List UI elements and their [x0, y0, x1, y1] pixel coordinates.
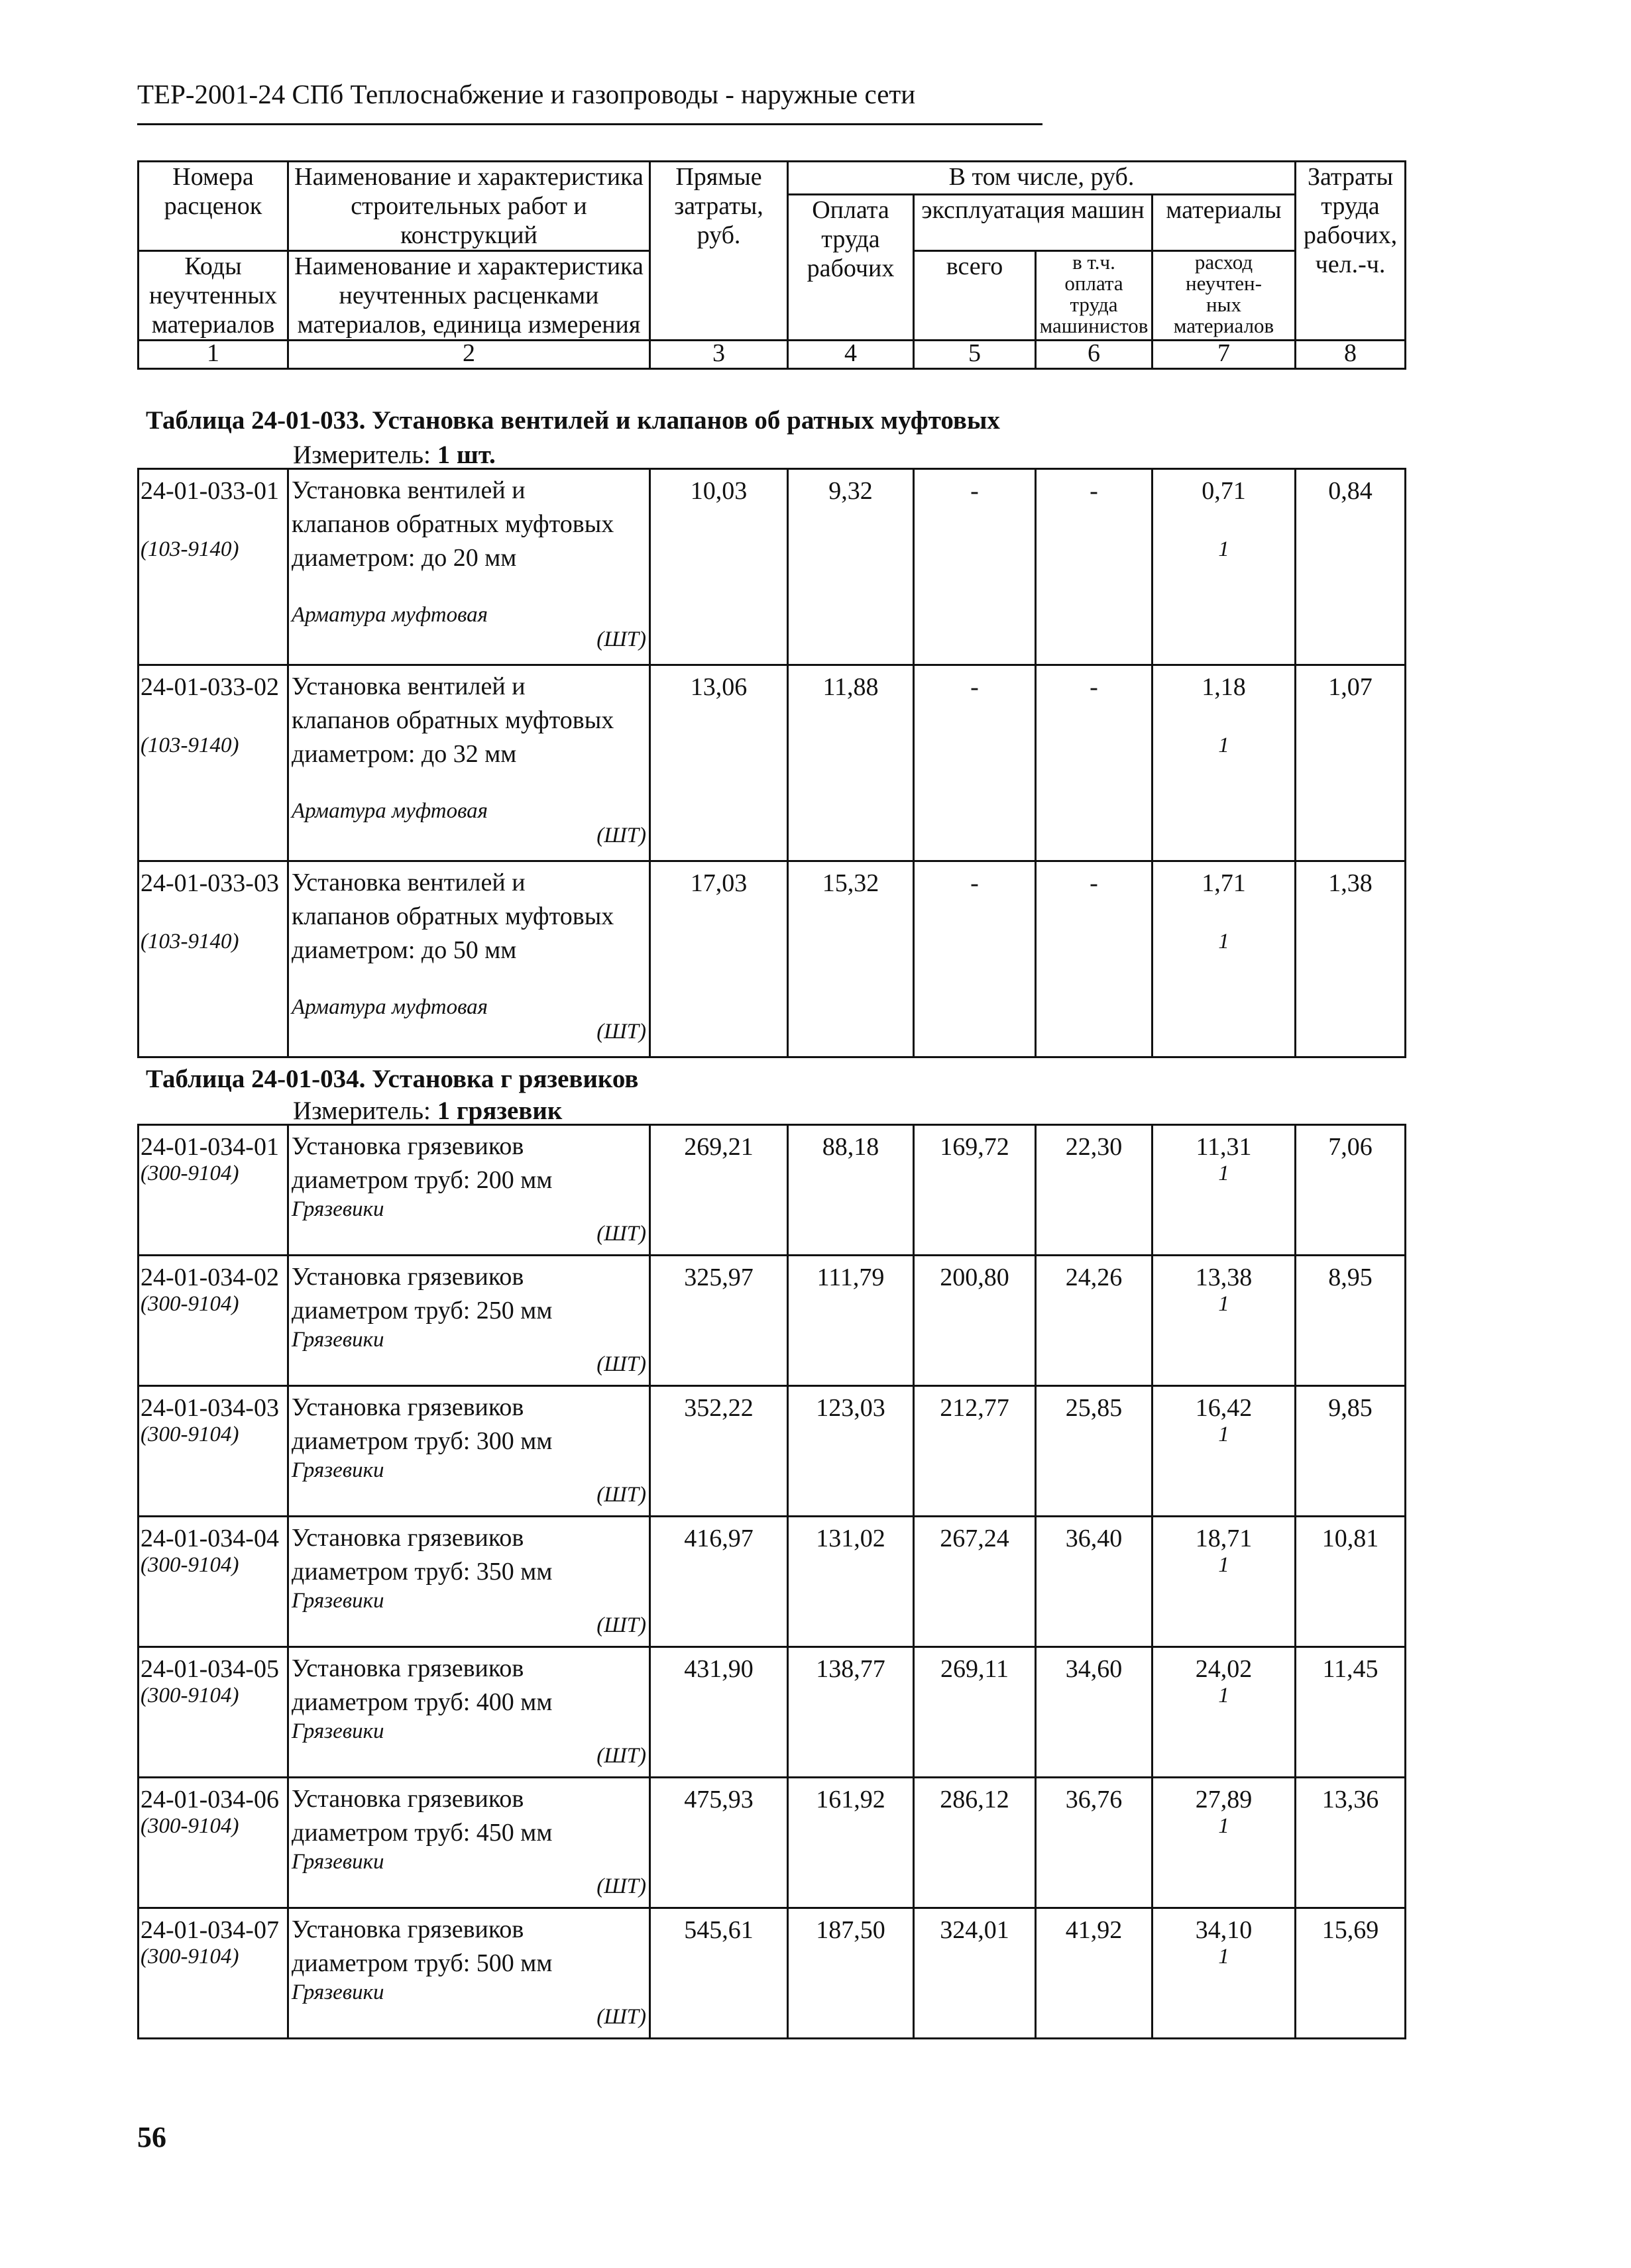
material-qty: 1 — [1218, 1814, 1229, 1838]
material-unit: (ШТ) — [596, 1483, 646, 1507]
value-c3: 10,03 — [690, 477, 748, 505]
table-row — [139, 665, 1406, 861]
value-c8: 9,85 — [1328, 1394, 1373, 1422]
value-c8: 11,45 — [1322, 1655, 1378, 1683]
value-c3: 475,93 — [684, 1786, 754, 1813]
material-unit: (ШТ) — [596, 2005, 646, 2029]
material-code: (300-9104) — [141, 1814, 239, 1838]
value-cell — [1296, 1256, 1406, 1386]
material-qty: 1 — [1218, 733, 1229, 757]
value-cell — [650, 1125, 788, 1256]
value-cell — [788, 1386, 914, 1517]
value-cell — [914, 861, 1036, 1057]
value-cell — [650, 1517, 788, 1647]
material-name: Грязевики — [292, 1980, 384, 2004]
value-c3: 269,21 — [684, 1133, 754, 1161]
value-cell — [1296, 1778, 1406, 1908]
material-unit: (ШТ) — [596, 1222, 646, 1246]
rate-code: 24-01-034-01 — [141, 1133, 279, 1161]
value-c5: 200,80 — [940, 1264, 1009, 1291]
table-row — [139, 1778, 1406, 1908]
page-number: 56 — [137, 2121, 166, 2153]
material-name: Арматура муфтовая — [292, 799, 488, 823]
value-cell — [1153, 665, 1296, 861]
value-cell — [914, 1778, 1036, 1908]
table-row — [139, 1256, 1406, 1386]
value-c6: - — [1090, 477, 1098, 505]
work-name-cell — [288, 469, 650, 665]
value-c4: 187,50 — [816, 1916, 885, 1944]
value-cell — [914, 1517, 1036, 1647]
value-cell — [914, 1256, 1036, 1386]
col1-top-header: Номера расценок — [139, 162, 288, 251]
table-row — [139, 1386, 1406, 1517]
work-name-cell — [288, 1778, 650, 1908]
column-header-table — [137, 160, 1406, 370]
material-unit: (ШТ) — [596, 1020, 646, 1044]
work-name: Установка вентилей и клапанов обратных муфтовых диаметром: до 32 мм — [292, 673, 614, 768]
material-unit: (ШТ) — [596, 627, 646, 651]
value-cell — [650, 469, 788, 665]
col-number: 8 — [1296, 341, 1406, 369]
table-34-meter: Измеритель: 1 грязевик — [293, 1097, 563, 1125]
rate-code-cell — [139, 665, 288, 861]
value-c7: 1,18 — [1202, 673, 1246, 701]
rate-code-cell — [139, 469, 288, 665]
value-c8: 13,36 — [1322, 1786, 1379, 1813]
table-row — [139, 1125, 1406, 1256]
value-c4: 161,92 — [816, 1786, 885, 1813]
work-name: Установка вентилей и клапанов обратных муфтовых диаметром: до 20 мм — [292, 476, 614, 572]
rate-code: 24-01-034-07 — [141, 1916, 279, 1944]
material-qty: 1 — [1218, 930, 1229, 953]
value-cell — [788, 469, 914, 665]
value-c3: 13,06 — [690, 673, 748, 701]
value-cell — [1296, 1908, 1406, 2039]
value-cell — [914, 1647, 1036, 1778]
material-code: (103-9140) — [141, 930, 239, 953]
value-cell — [650, 1778, 788, 1908]
value-cell — [650, 1647, 788, 1778]
material-name: Грязевики — [292, 1850, 384, 1874]
work-name: Установка грязевиков диаметром труб: 300 мм — [292, 1393, 553, 1455]
value-c4: 138,77 — [816, 1655, 885, 1683]
value-c6: 34,60 — [1065, 1655, 1123, 1683]
table-33-heading: Таблица 24-01-033. Установка вентилей и клапанов об ратных муфтовых — [146, 406, 1000, 435]
work-name-cell — [288, 1386, 650, 1517]
work-name-cell — [288, 861, 650, 1057]
value-cell — [1296, 1125, 1406, 1256]
rate-code-cell — [139, 1125, 288, 1256]
material-code: (103-9140) — [141, 537, 239, 561]
rate-code-cell — [139, 1778, 288, 1908]
value-cell — [1296, 1647, 1406, 1778]
value-cell — [1036, 1908, 1153, 2039]
work-name-cell — [288, 1125, 650, 1256]
value-c7: 24,02 — [1195, 1655, 1253, 1683]
value-c7: 13,38 — [1195, 1264, 1253, 1291]
material-code: (300-9104) — [141, 1423, 239, 1446]
material-code: (300-9104) — [141, 1945, 239, 1969]
work-name-cell — [288, 1517, 650, 1647]
col3-header: Прямые затраты, руб. — [650, 162, 788, 341]
value-cell — [1296, 469, 1406, 665]
material-code: (300-9104) — [141, 1161, 239, 1185]
material-code: (103-9140) — [141, 733, 239, 757]
value-cell — [1036, 1125, 1153, 1256]
machines-header: эксплуатация машин — [914, 195, 1153, 251]
value-cell — [1296, 1386, 1406, 1517]
value-c5: 267,24 — [940, 1525, 1009, 1552]
table-row — [139, 1647, 1406, 1778]
value-c6: - — [1090, 673, 1098, 701]
value-cell — [1036, 1647, 1153, 1778]
rate-code: 24-01-034-06 — [141, 1786, 279, 1813]
value-c6: - — [1090, 869, 1098, 897]
rate-code: 24-01-033-01 — [141, 477, 279, 505]
material-code: (300-9104) — [141, 1553, 239, 1577]
value-cell — [1153, 1647, 1296, 1778]
value-c6: 36,76 — [1065, 1786, 1123, 1813]
work-name: Установка грязевиков диаметром труб: 400 мм — [292, 1654, 553, 1716]
value-cell — [1296, 665, 1406, 861]
value-c3: 431,90 — [684, 1655, 754, 1683]
value-c3: 17,03 — [690, 869, 748, 897]
value-c7: 0,71 — [1202, 477, 1246, 505]
value-cell — [914, 1386, 1036, 1517]
value-c8: 8,95 — [1328, 1264, 1373, 1291]
material-qty: 1 — [1218, 1161, 1229, 1185]
value-cell — [1153, 1517, 1296, 1647]
material-qty: 1 — [1218, 537, 1229, 561]
value-cell — [650, 1256, 788, 1386]
col2-bottom-header: Наименование и характеристика неучтенных расценками материалов, единица измерения — [288, 251, 650, 341]
material-unit: (ШТ) — [596, 1613, 646, 1637]
rate-code: 24-01-033-03 — [141, 869, 279, 897]
material-unit: (ШТ) — [596, 1744, 646, 1768]
col1-bottom-header: Коды неучтенных материалов — [139, 251, 288, 341]
col-number: 7 — [1153, 341, 1296, 369]
material-name: Грязевики — [292, 1197, 384, 1221]
value-cell — [1296, 1517, 1406, 1647]
value-c8: 7,06 — [1328, 1133, 1373, 1161]
value-c8: 15,69 — [1322, 1916, 1379, 1944]
work-name: Установка грязевиков диаметром труб: 500 мм — [292, 1916, 553, 1977]
table-34 — [137, 1124, 1406, 2039]
value-cell — [1153, 861, 1296, 1057]
value-c6: 22,30 — [1065, 1133, 1123, 1161]
value-c6: 24,26 — [1065, 1264, 1123, 1291]
value-cell — [914, 1908, 1036, 2039]
value-cell — [650, 1908, 788, 2039]
material-code: (300-9104) — [141, 1292, 239, 1316]
table-row — [139, 1908, 1406, 2039]
col4-header: Оплата труда рабочих — [788, 195, 914, 341]
value-c5: 286,12 — [940, 1786, 1009, 1813]
value-cell — [788, 1125, 914, 1256]
rate-code-cell — [139, 1647, 288, 1778]
value-c4: 111,79 — [816, 1264, 885, 1291]
value-c3: 352,22 — [684, 1394, 754, 1422]
value-c5: 269,11 — [940, 1655, 1009, 1683]
value-c8: 10,81 — [1322, 1525, 1379, 1552]
work-name-cell — [288, 1256, 650, 1386]
material-unit: (ШТ) — [596, 1352, 646, 1376]
value-c6: 36,40 — [1065, 1525, 1123, 1552]
value-cell — [788, 1778, 914, 1908]
col-number: 3 — [650, 341, 788, 369]
value-c5: 169,72 — [940, 1133, 1009, 1161]
value-cell — [1036, 1517, 1153, 1647]
rate-code: 24-01-034-02 — [141, 1264, 279, 1291]
material-unit: (ШТ) — [596, 1874, 646, 1898]
material-name: Грязевики — [292, 1719, 384, 1743]
value-c3: 545,61 — [684, 1916, 754, 1944]
work-name: Установка грязевиков диаметром труб: 250 мм — [292, 1263, 553, 1324]
value-c7: 34,10 — [1195, 1916, 1253, 1944]
value-c5: - — [970, 869, 979, 897]
value-c4: 9,32 — [828, 477, 873, 505]
rate-code-cell — [139, 1517, 288, 1647]
value-cell — [914, 1125, 1036, 1256]
material-name: Грязевики — [292, 1328, 384, 1352]
material-name: Арматура муфтовая — [292, 995, 488, 1019]
material-qty: 1 — [1218, 1553, 1229, 1577]
value-cell — [1296, 861, 1406, 1057]
value-c5: - — [970, 673, 979, 701]
value-c4: 131,02 — [816, 1525, 885, 1552]
value-c6: 41,92 — [1065, 1916, 1123, 1944]
col7-header: расход неучтен- ных материалов — [1153, 251, 1296, 341]
value-cell — [788, 1647, 914, 1778]
table-34-heading: Таблица 24-01-034. Установка г рязевиков — [146, 1065, 639, 1093]
work-name-cell — [288, 665, 650, 861]
page-title: ТЕР-2001-24 СПб Теплоснабжение и газопроводы - наружные сети — [137, 79, 916, 109]
materials-header: материалы — [1153, 195, 1296, 251]
value-cell — [788, 861, 914, 1057]
value-c8: 0,84 — [1328, 477, 1373, 505]
value-c4: 123,03 — [816, 1394, 885, 1422]
col-number: 4 — [788, 341, 914, 369]
material-qty: 1 — [1218, 1684, 1229, 1707]
col2-top-header: Наименование и характеристика строительных работ и конструкций — [288, 162, 650, 251]
value-cell — [914, 665, 1036, 861]
material-code: (300-9104) — [141, 1684, 239, 1707]
value-cell — [1036, 665, 1153, 861]
col-number: 6 — [1036, 341, 1153, 369]
value-cell — [788, 1256, 914, 1386]
table-33-meter: Измеритель: 1 шт. — [293, 441, 496, 469]
value-cell — [1153, 469, 1296, 665]
work-name-cell — [288, 1908, 650, 2039]
value-c5: 212,77 — [940, 1394, 1009, 1422]
material-name: Грязевики — [292, 1458, 384, 1482]
rate-code: 24-01-034-03 — [141, 1394, 279, 1422]
value-cell — [1153, 1256, 1296, 1386]
value-c5: 324,01 — [940, 1916, 1009, 1944]
material-unit: (ШТ) — [596, 824, 646, 847]
title-rule — [137, 123, 1042, 125]
rate-code-cell — [139, 1386, 288, 1517]
value-c8: 1,07 — [1328, 673, 1373, 701]
value-cell — [650, 665, 788, 861]
col-number: 2 — [288, 341, 650, 369]
col-number: 1 — [139, 341, 288, 369]
work-name: Установка вентилей и клапанов обратных муфтовых диаметром: до 50 мм — [292, 869, 614, 964]
value-c7: 16,42 — [1195, 1394, 1253, 1422]
material-qty: 1 — [1218, 1423, 1229, 1446]
value-cell — [1153, 1778, 1296, 1908]
table-33 — [137, 468, 1406, 1058]
table-row — [139, 861, 1406, 1057]
value-cell — [1036, 1778, 1153, 1908]
value-c3: 325,97 — [684, 1264, 754, 1291]
material-name: Арматура муфтовая — [292, 603, 488, 627]
rate-code-cell — [139, 1908, 288, 2039]
value-cell — [1036, 861, 1153, 1057]
group-header: В том числе, руб. — [788, 162, 1296, 195]
value-c7: 1,71 — [1202, 869, 1246, 897]
value-c7: 11,31 — [1196, 1133, 1252, 1161]
value-c6: 25,85 — [1065, 1394, 1123, 1422]
value-cell — [788, 1517, 914, 1647]
value-c5: - — [970, 477, 979, 505]
value-c4: 15,32 — [822, 869, 879, 897]
value-c3: 416,97 — [684, 1525, 754, 1552]
value-c7: 18,71 — [1195, 1525, 1253, 1552]
rate-code: 24-01-033-02 — [141, 673, 279, 701]
value-cell — [650, 1386, 788, 1517]
material-name: Грязевики — [292, 1589, 384, 1613]
value-cell — [914, 469, 1036, 665]
value-cell — [1153, 1125, 1296, 1256]
work-name: Установка грязевиков диаметром труб: 450 мм — [292, 1785, 553, 1847]
rate-code-cell — [139, 1256, 288, 1386]
col6-header: в т.ч. оплата труда машинистов — [1036, 251, 1153, 341]
column-number-row — [139, 341, 1406, 369]
work-name: Установка грязевиков диаметром труб: 200 мм — [292, 1132, 553, 1194]
value-cell — [1153, 1386, 1296, 1517]
value-c8: 1,38 — [1328, 869, 1373, 897]
col5-header: всего — [914, 251, 1036, 341]
value-cell — [788, 1908, 914, 2039]
value-cell — [788, 665, 914, 861]
rate-code-cell — [139, 861, 288, 1057]
value-c7: 27,89 — [1195, 1786, 1253, 1813]
value-c4: 11,88 — [822, 673, 879, 701]
value-cell — [1036, 469, 1153, 665]
table-row — [139, 469, 1406, 665]
value-cell — [650, 861, 788, 1057]
value-cell — [1036, 1386, 1153, 1517]
value-cell — [1153, 1908, 1296, 2039]
rate-code: 24-01-034-05 — [141, 1655, 279, 1683]
material-qty: 1 — [1218, 1292, 1229, 1316]
value-c4: 88,18 — [822, 1133, 879, 1161]
work-name: Установка грязевиков диаметром труб: 350 мм — [292, 1524, 553, 1586]
col-number: 5 — [914, 341, 1036, 369]
work-name-cell — [288, 1647, 650, 1778]
value-cell — [1036, 1256, 1153, 1386]
table-row — [139, 1517, 1406, 1647]
col8-header: Затраты труда рабочих, чел.-ч. — [1296, 162, 1406, 341]
rate-code: 24-01-034-04 — [141, 1525, 279, 1552]
material-qty: 1 — [1218, 1945, 1229, 1969]
